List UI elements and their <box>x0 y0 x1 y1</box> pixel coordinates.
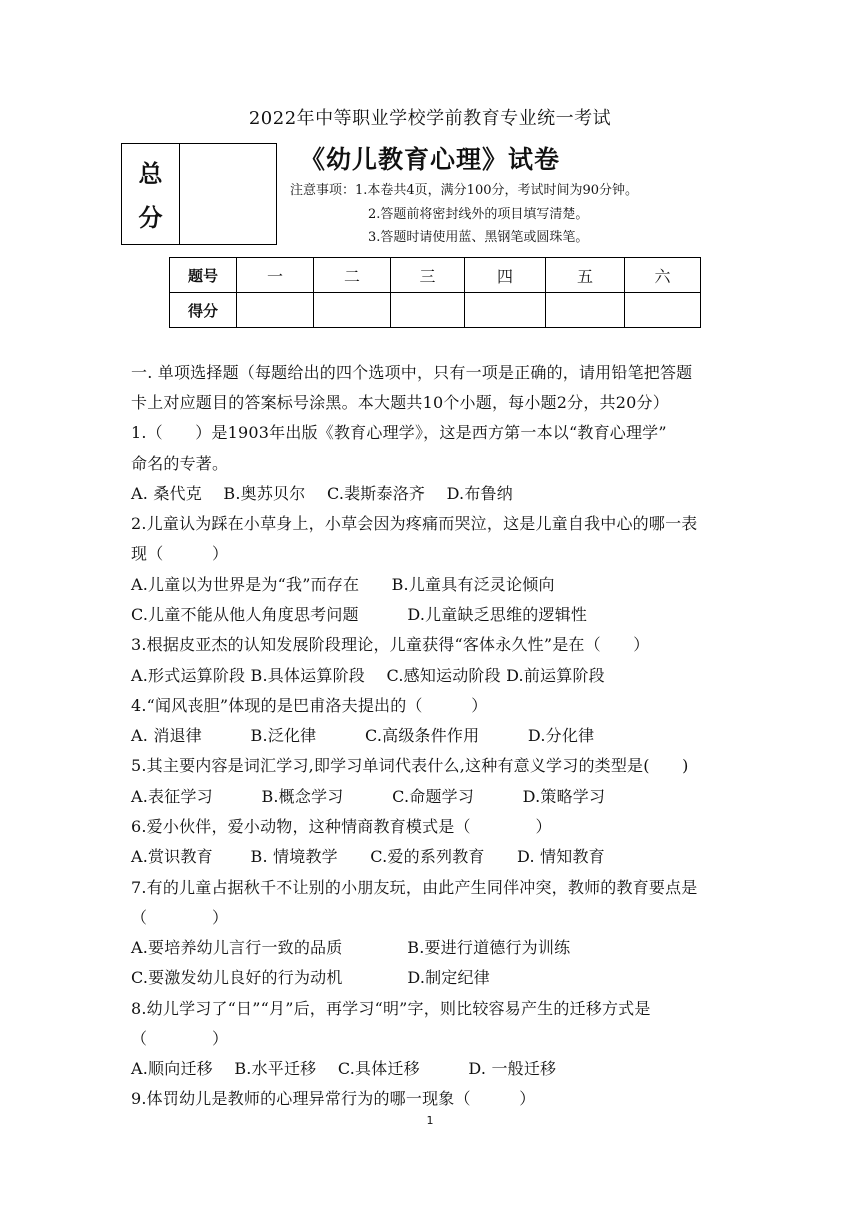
score-cell <box>465 293 546 328</box>
score-box-divider <box>179 144 180 244</box>
question-line: 命名的专著。 <box>131 454 229 473</box>
total-score-box <box>121 143 277 245</box>
note-line-2: 2.答题前将密封线外的项目填写清楚。 <box>368 207 589 222</box>
option-line: A. 消退律 B.泛化律 C.高级条件作用 D.分化律 <box>131 726 595 745</box>
question-line: 3.根据皮亚杰的认知发展阶段理论，儿童获得“客体永久性”是在（ ） <box>131 635 650 654</box>
score-cell <box>625 293 701 328</box>
score-table-score-row <box>170 293 701 328</box>
question-line: 8.幼儿学习了“日”“月”后，再学习“明”字，则比较容易产生的迁移方式是 <box>131 999 651 1018</box>
page-number: 1 <box>426 1114 434 1127</box>
option-line: C.要激发幼儿良好的行为动机 D.制定纪律 <box>131 968 490 987</box>
exam-title: 2022年中等职业学校学前教育专业统一考试 <box>248 108 612 129</box>
column-1: 一 <box>237 258 314 293</box>
option-line: A.顺向迁移 B.水平迁移 C.具体迁移 D. 一般迁移 <box>131 1059 557 1078</box>
note-line-1: 注意事项：1.本卷共4页，满分100分，考试时间为90分钟。 <box>290 183 639 198</box>
section-heading-line-2: 卡上对应题目的答案标号涂黑。本大题共10个小题，每小题2分，共20分） <box>131 393 669 412</box>
score-cell <box>391 293 465 328</box>
question-line: （ ） <box>131 908 229 927</box>
option-line: A.要培养幼儿言行一致的品质 B.要进行道德行为训练 <box>131 938 571 957</box>
question-line: （ ） <box>131 1029 229 1048</box>
score-table <box>169 257 701 328</box>
section-heading-line-1: 一. 单项选择题（每题给出的四个选项中，只有一项是正确的，请用铅笔把答题 <box>131 363 693 382</box>
note-line-3: 3.答题时请使用蓝、黑钢笔或圆珠笔。 <box>368 230 589 245</box>
column-5: 五 <box>546 258 625 293</box>
row-label-score: 得分 <box>170 293 237 328</box>
question-line: 6.爱小伙伴，爱小动物，这种情商教育模式是（ ） <box>131 817 552 836</box>
score-table-header-row <box>170 258 701 293</box>
score-cell <box>546 293 625 328</box>
column-2: 二 <box>314 258 391 293</box>
question-line: 4.“闻风丧胆”体现的是巴甫洛夫提出的（ ） <box>131 696 488 715</box>
question-line: 现（ ） <box>131 544 229 563</box>
question-line: 5.其主要内容是词汇学习,即学习单词代表什么,这种有意义学习的类型是( ) <box>131 756 689 775</box>
question-line: 7.有的儿童占据秋千不让别的小朋友玩，由此产生同伴冲突，教师的教育要点是 <box>131 878 698 897</box>
paper-title: 《幼儿教育心理》试卷 <box>300 145 561 174</box>
total-label-bottom: 分 <box>138 203 163 232</box>
option-line: A. 桑代克 B.奥苏贝尔 C.裴斯泰洛齐 D.布鲁纳 <box>131 484 513 503</box>
question-line: 9.体罚幼儿是教师的心理异常行为的哪一现象（ ） <box>131 1089 536 1108</box>
option-line: A.形式运算阶段 B.具体运算阶段 C.感知运动阶段 D.前运算阶段 <box>131 666 605 685</box>
score-cell <box>314 293 391 328</box>
question-line: 2.儿童认为踩在小草身上，小草会因为疼痛而哭泣，这是儿童自我中心的哪一表 <box>131 514 698 533</box>
option-line: C.儿童不能从他人角度思考问题 D.儿童缺乏思维的逻辑性 <box>131 605 588 624</box>
column-4: 四 <box>465 258 546 293</box>
total-label-top: 总 <box>138 159 163 188</box>
row-label-question-number: 题号 <box>170 258 237 293</box>
question-line: 1.（ ）是1903年出版《教育心理学》，这是西方第一本以“教育心理学” <box>131 423 667 442</box>
score-cell <box>237 293 314 328</box>
option-line: A.表征学习 B.概念学习 C.命题学习 D.策略学习 <box>131 787 606 806</box>
column-6: 六 <box>625 258 701 293</box>
column-3: 三 <box>391 258 465 293</box>
option-line: A.赏识教育 B. 情境教学 C.爱的系列教育 D. 情知教育 <box>131 847 605 866</box>
option-line: A.儿童以为世界是为“我”而存在 B.儿童具有泛灵论倾向 <box>131 575 555 594</box>
